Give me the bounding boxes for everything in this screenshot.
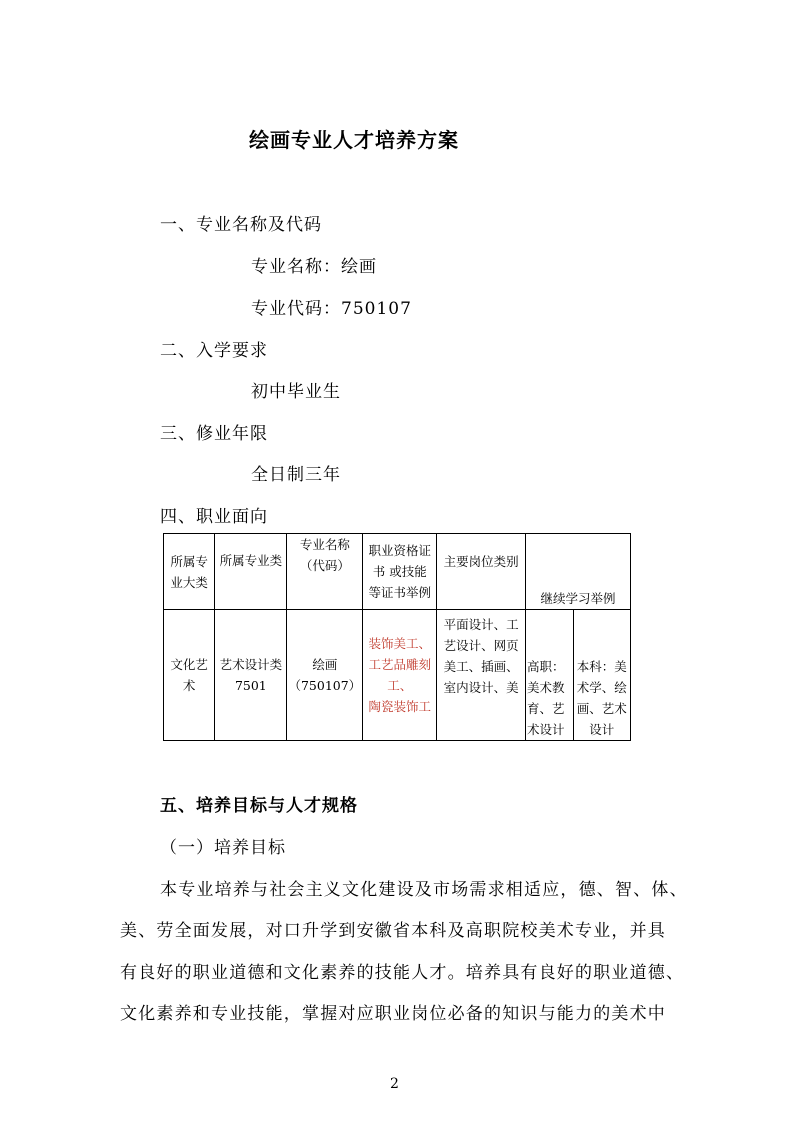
table-header-row <box>164 534 631 610</box>
admission-requirement: 初中毕业生 <box>251 382 341 402</box>
section-2-heading: 二、入学要求 <box>160 341 268 361</box>
career-orientation-table <box>163 533 631 741</box>
section-5-heading: 五、培养目标与人才规格 <box>160 796 358 816</box>
cell-major-class: 艺术设计类 7501 <box>215 610 287 741</box>
page-number: 2 <box>390 1076 399 1092</box>
header-category: 所属专 业大类 <box>164 534 215 610</box>
header-further-study: 继续学习举例 <box>525 534 630 610</box>
cell-jobs: 平面设计、工 艺设计、网页 美工、插画、 室内设计、美 <box>437 610 526 741</box>
document-title: 绘画专业人才培养方案 <box>249 128 459 152</box>
header-jobs: 主要岗位类别 <box>437 534 526 610</box>
section-4-heading: 四、职业面向 <box>160 507 268 527</box>
major-name-line: 专业名称：绘画 <box>251 257 377 277</box>
cell-further-bachelor: 本科：美 术学、绘 画、艺术 设计 <box>573 610 630 741</box>
paragraph-line-1: 本专业培养与社会主义文化建设及市场需求相适应，德、智、体、 <box>160 880 688 900</box>
paragraph-line-3: 有良好的职业道德和文化素养的技能人才。培养具有良好的职业道德、 <box>120 963 685 983</box>
paragraph-line-2: 美、劳全面发展，对口升学到安徽省本科及高职院校美术专业，并具 <box>120 921 666 941</box>
table-row <box>164 610 631 741</box>
major-code-line: 专业代码：750107 <box>251 299 412 319</box>
paragraph-line-4: 文化素养和专业技能，掌握对应职业岗位必备的知识与能力的美术中 <box>120 1004 666 1024</box>
cell-category: 文化艺 术 <box>164 610 215 741</box>
cell-further-vocational: 高职： 美术教 育、艺 术设计 <box>525 610 573 741</box>
cell-certificate: 装饰美工、 工艺品雕刻 工、 陶瓷装饰工 <box>363 610 437 741</box>
header-major-class: 所属专业类 <box>215 534 287 610</box>
cell-major-name: 绘画 （750107） <box>287 610 363 741</box>
header-certificate: 职业资格证 书 或技能 等证书举例 <box>363 534 437 610</box>
section-3-heading: 三、修业年限 <box>160 424 268 444</box>
header-major-name: 专业名称 （代码） <box>287 534 363 610</box>
section-5-subheading: （一）培养目标 <box>160 838 286 858</box>
section-1-heading: 一、专业名称及代码 <box>160 215 322 235</box>
study-duration: 全日制三年 <box>251 465 341 485</box>
